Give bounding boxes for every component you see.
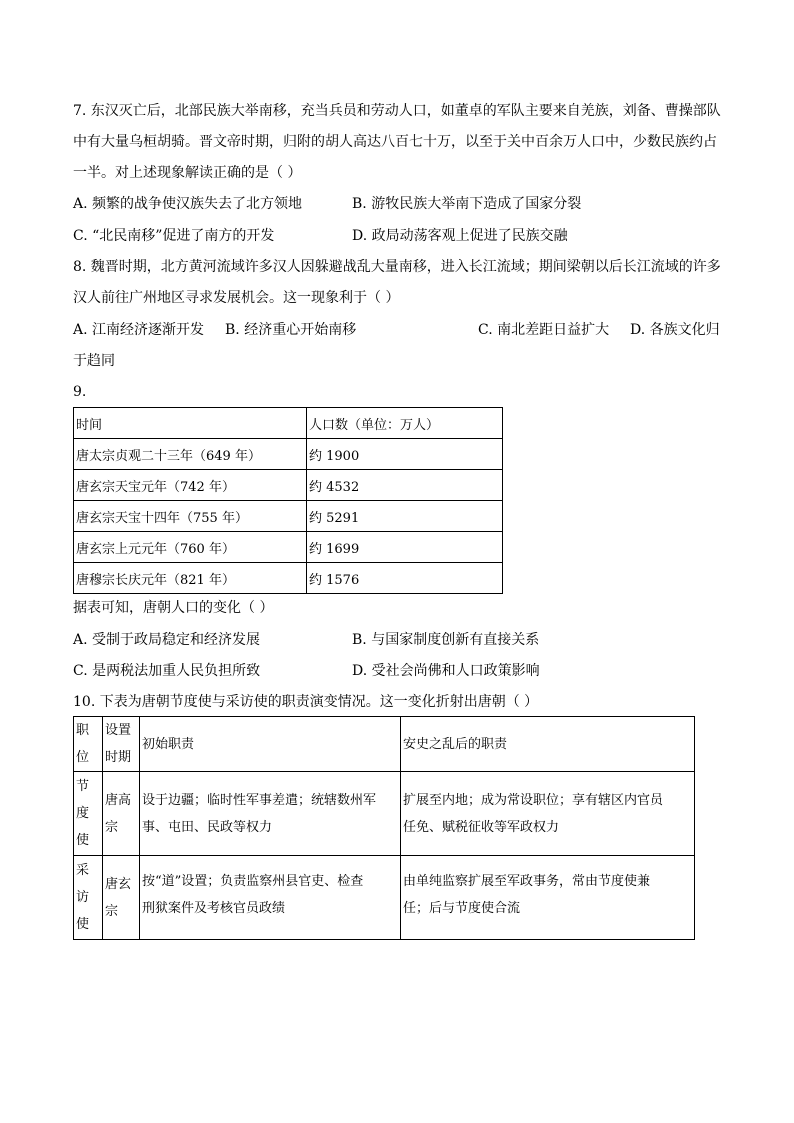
cell-time: 唐玄 宗 <box>103 856 140 940</box>
q7-option-b: B. 游牧民族大举南下造成了国家分裂 <box>352 196 582 212</box>
cell-position: 采 访 使 <box>74 856 103 940</box>
q8-line-2: 汉人前往广州地区寻求发展机会。这一现象利于（ ） <box>73 290 400 306</box>
table-row <box>74 563 503 594</box>
cell-time: 唐穆宗长庆元年（821 年） <box>74 563 307 594</box>
table-header-row <box>74 408 503 439</box>
cell-initial-duties: 设于边疆；临时性军事差遣；统辖数州军 事、屯田、民政等权力 <box>140 772 401 856</box>
q7-line-2: 中有大量乌桓胡骑。晋文帝时期，归附的胡人高达八百七十万，以至于关中百余万人口中，少数民族约占 <box>73 134 717 150</box>
q8-line-1: 8. 魏晋时期，北方黄河流域许多汉人因躲避战乱大量南移，进入长江流域；期间梁朝以后长江流域的许多 <box>73 259 721 275</box>
cell-after-duties: 扩展至内地；成为常设职位；享有辖区内官员 任免、赋税征收等军政权力 <box>401 772 695 856</box>
q7-line-1: 7. 东汉灭亡后，北部民族大举南移，充当兵员和劳动人口，如董卓的军队主要来自羌族，刘备、曹操部队 <box>73 103 721 119</box>
q9-population-table <box>73 407 503 594</box>
header-position: 职 位 <box>74 717 103 772</box>
q7-option-a: A. 频繁的战争使汉族失去了北方领地 <box>73 196 303 212</box>
q9-option-a: A. 受制于政局稳定和经济发展 <box>73 632 261 648</box>
cell-time: 唐玄宗天宝十四年（755 年） <box>74 501 307 532</box>
q8-option-b: B. 经济重心开始南移 <box>225 322 357 338</box>
table-row <box>74 772 695 856</box>
q8-option-d: D. 各族文化归 <box>630 322 720 338</box>
cell-population: 约 4532 <box>307 470 503 501</box>
q9-option-d: D. 受社会尚佛和人口政策影响 <box>352 663 540 679</box>
cell-position: 节 度 使 <box>74 772 103 856</box>
q10-stem: 10. 下表为唐朝节度使与采访使的职责演变情况。这一变化折射出唐朝（ ） <box>73 694 539 710</box>
cell-population: 约 1900 <box>307 439 503 470</box>
table-row <box>74 532 503 563</box>
header-population: 人口数（单位：万人） <box>307 408 503 439</box>
q9-option-b: B. 与国家制度创新有直接关系 <box>352 632 540 648</box>
q8-option-a: A. 江南经济逐渐开发 <box>73 322 205 338</box>
q7-option-d: D. 政局动荡客观上促进了民族交融 <box>352 228 568 244</box>
q9-number: 9. <box>73 384 87 400</box>
q10-duties-table <box>73 716 695 940</box>
cell-time: 唐玄宗上元元年（760 年） <box>74 532 307 563</box>
q7-option-c: C. “北民南移”促进了南方的开发 <box>73 228 275 244</box>
header-after-duties: 安史之乱后的职责 <box>401 717 695 772</box>
q9-stem: 据表可知，唐朝人口的变化（ ） <box>73 600 274 616</box>
q7-line-3: 一半。对上述现象解读正确的是（ ） <box>73 165 302 181</box>
cell-after-duties: 由单纯监察扩展至军政事务，常由节度使兼 任；后与节度使合流 <box>401 856 695 940</box>
cell-population: 约 1576 <box>307 563 503 594</box>
cell-time: 唐高 宗 <box>103 772 140 856</box>
cell-initial-duties: 按“道”设置；负责监察州县官吏、检查 刑狱案件及考核官员政绩 <box>140 856 401 940</box>
table-row <box>74 856 695 940</box>
table-header-row <box>74 717 695 772</box>
header-time: 设置 时期 <box>103 717 140 772</box>
q8-option-d-wrap: 于趋同 <box>73 353 115 369</box>
cell-time: 唐太宗贞观二十三年（649 年） <box>74 439 307 470</box>
table-row <box>74 439 503 470</box>
cell-population: 约 5291 <box>307 501 503 532</box>
header-initial-duties: 初始职责 <box>140 717 401 772</box>
table-row <box>74 501 503 532</box>
header-time: 时间 <box>74 408 307 439</box>
cell-time: 唐玄宗天宝元年（742 年） <box>74 470 307 501</box>
q8-option-c: C. 南北差距日益扩大 <box>478 322 610 338</box>
q9-option-c: C. 是两税法加重人民负担所致 <box>73 663 261 679</box>
cell-population: 约 1699 <box>307 532 503 563</box>
table-row <box>74 470 503 501</box>
